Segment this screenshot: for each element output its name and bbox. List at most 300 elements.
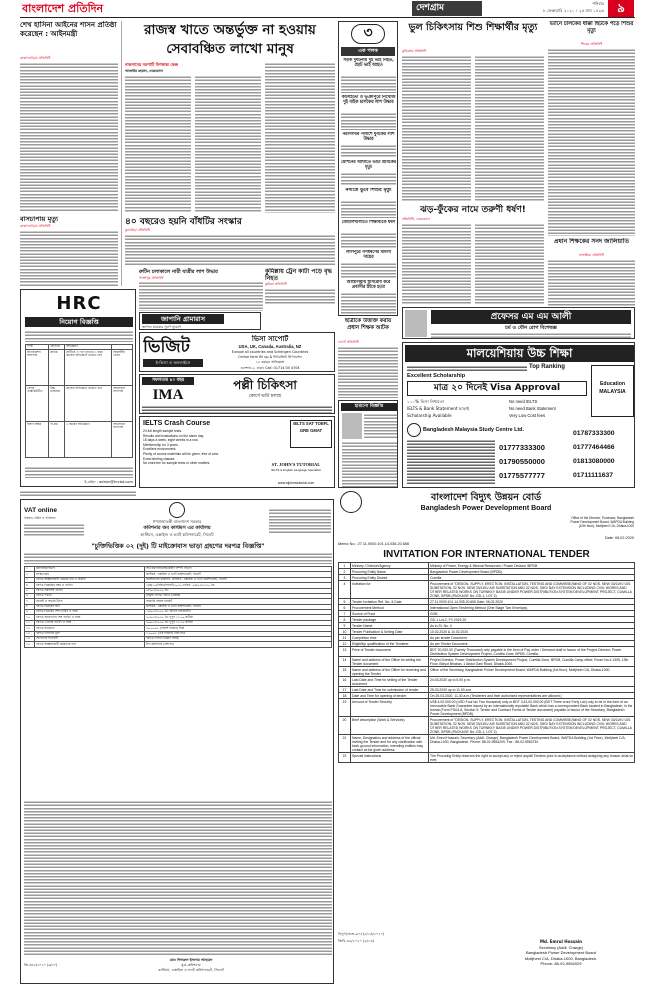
govt-signer-title: যুগ্ম-কমিশনার xyxy=(181,963,201,967)
visa-subtitle: ই-ভিসা ও অনলাইনে xyxy=(143,359,203,367)
hrc-table xyxy=(25,344,133,464)
bpdb-row-label: Price of Tender document xyxy=(351,647,429,657)
malaysia-phone-right-2[interactable]: 01777464466 xyxy=(573,444,615,451)
govt-table-extra xyxy=(24,800,332,956)
visa-line2: Europe all countries and Schengen Countries xyxy=(231,350,309,354)
left-story-headline: শেখ হাসিনা আইনের শাসন প্রতিষ্ঠা করেছেন : আইনমন্ত্রী xyxy=(20,21,117,38)
bpdb-row xyxy=(339,699,635,717)
newspaper-logo: বাংলাদেশ প্রতিদিন xyxy=(22,2,104,15)
govt-row-number: ১১ xyxy=(25,620,35,625)
govt-row xyxy=(25,642,332,647)
fourty-years-body xyxy=(125,234,335,266)
bpdb-row-number: 15 xyxy=(339,667,351,677)
ek-polok-body-3 xyxy=(341,144,396,158)
govt-row-number: ১ xyxy=(25,567,35,572)
main-story-body-3 xyxy=(265,62,335,213)
bpdb-row-value: On 25.03.2020, 11.30 a.m.(Tenderers and their authorized representatives are allowed.) xyxy=(429,693,635,699)
govt-row-value: সরকারি রাজস্ব বাজেট xyxy=(145,599,332,604)
ek-polok-body-6 xyxy=(341,232,396,248)
taxi-story-headline: ঝড়-ফুঁকের নামে তরুণী ধর্ষণ! xyxy=(420,205,526,215)
ek-polok-item-1: সড়ক দুর্ঘটনায় দুই ভাই নিহত, ছোট ভাই আহত xyxy=(343,58,394,69)
govt-tender xyxy=(20,499,334,984)
bpdb-bn-title: বাংলাদেশ বিদ্যুৎ উন্নয়ন বোর্ড xyxy=(430,492,542,503)
main-story-headline: রাজস্ব খাতে অন্তর্ভুক্ত না হওয়ায় সেবাবঞ্চিত লাখো মানুষ xyxy=(144,22,316,57)
masthead-rule xyxy=(20,17,635,18)
govt-row-label: দরপত্র পদ্ধতি xyxy=(35,593,145,598)
taxi-story-body-2 xyxy=(475,223,544,304)
govt-row-number: ৪ xyxy=(25,583,35,588)
bpdb-row-value: As per tender Document xyxy=(429,635,635,641)
malaysia-phones-right xyxy=(573,427,634,485)
hrc-row-3-qual: বি.কম xyxy=(49,422,65,458)
bpdb-row-value: US$ 4,02,000.00 (USD Four lac Two thousand) only or BDT 3,43,00,000.00 (BDT Three crore Forty Lac) only to be in the form of an irrevocable Bank Guarantee issued by an internationally reputable Bank which has a correspondent Bank located in Bangladesh, in the format (Form PG04-8, Section 5: Tender and Contract Forms of Tender document) payable in favour of the Secretary, Bangladesh Power Development (BPDB). xyxy=(429,699,635,717)
section-banner xyxy=(412,1,482,16)
bpdb-memo: Memo No.: 27.11.0000.101.14.036.20.656 xyxy=(338,542,410,546)
bpdb-row-number: 8 xyxy=(339,617,351,623)
bpdb-row-number: 13 xyxy=(339,647,351,657)
bpdb-row-label: Name, Designation and address of the official inviting the Tender and for any clarification with back ground information, intending entities may contact at the given address. xyxy=(351,735,429,753)
brahman-story-headline: বাসচাপায় মৃত্যু xyxy=(20,215,58,223)
hrc-below-notice xyxy=(20,490,136,496)
doctor-story-body-2 xyxy=(475,55,544,201)
bpdb-row-number: 20 xyxy=(339,717,351,735)
bpdb-row-value: International Open Tendering Method (One Stage Two Envelops) xyxy=(429,605,635,611)
bpdb-logo xyxy=(340,491,362,513)
bpdb-row-label: Tender Publication & Selling Date xyxy=(351,629,429,635)
govt-row-label: দরপত্র বিক্রয়ের শেষ তারিখ ও সময় xyxy=(35,610,145,615)
ielts-list xyxy=(143,429,255,487)
vat-logo-sub: নিবন্ধন, রিটার্ন ও পরিশোধ xyxy=(24,516,56,520)
malaysia-title: মালয়েশিয়ায় উচ্চ শিক্ষা xyxy=(405,345,634,362)
fire-story-headline: কুমিল্লায় ট্রেন কাটা পড়ে বৃদ্ধ নিহত xyxy=(265,268,332,282)
palli-brand: IMA xyxy=(152,387,184,403)
govt-row-value: কমিশনারের কার্যালয়, কাস্টমস, এক্সাইজ ও ভ্যাট কমিশনারেট, সিলেট xyxy=(145,577,332,582)
professor-details xyxy=(431,332,631,338)
hrc-header-post: পদবী xyxy=(26,345,49,350)
bpdb-row-label: Eligibility/ qualification of the Tenderer xyxy=(351,641,429,647)
visa-heading: ভিসা সাপোর্ট xyxy=(251,335,289,343)
right-story-sub-byline: সাতক্ষীরা প্রতিনিধি xyxy=(578,253,605,257)
ielts-item-6: Plenty of course materials will be given, free of cost. xyxy=(143,451,219,456)
bpdb-row-value: Project Director, Power Distribution System Development Project, Cumilla Zone, BPDB, Cumilla Camp office: Room No.# 1305, 13th Floor, Bidyut Bhaban, 1 Abdul Gani Road, Dhaka-1000. xyxy=(429,657,635,667)
govt-org-1: গণপ্রজাতন্ত্রী বাংলাদেশ সরকার xyxy=(152,519,202,524)
taxi-story xyxy=(402,204,544,304)
bpdb-row-number: 9 xyxy=(339,623,351,629)
bpdb-row xyxy=(339,667,635,677)
headteacher-headline: ছাত্রীকে উত্ত্যক্ত করায় প্রধান শিক্ষক আটক xyxy=(344,318,392,331)
taxi-story-body-1 xyxy=(402,223,471,304)
japan-ad xyxy=(139,312,261,330)
bpdb-row-number: 4 xyxy=(339,581,351,599)
govt-row-value: দরপত্র দলিলে উল্লেখ আছে xyxy=(145,636,332,641)
hrc-row-2-qual: উচ্চ মাধ্যমিক xyxy=(49,386,65,422)
malaysia-ranking: Top Ranking xyxy=(529,364,565,370)
ek-polok-item-4: মেশিনের আঘাতে ভাটা শ্রমিকের মৃত্যু xyxy=(341,160,396,171)
phone-ad-body-2 xyxy=(342,441,397,487)
bpdb-row-label: Source of Fund xyxy=(351,611,429,617)
bpdb-signer-addr: Motijheel C/A, Dhaka-1000, Bangladesh. xyxy=(524,955,598,961)
govt-row-label: দরপত্র বিক্রয়ের স্থান xyxy=(35,604,145,609)
fire-story xyxy=(265,268,335,304)
phone-ad-photo xyxy=(342,413,362,439)
ek-polok-body-7 xyxy=(341,262,396,278)
malaysia-phone-3[interactable]: 01775577777 xyxy=(499,471,545,480)
malaysia-phone-1[interactable]: 01777333300 xyxy=(499,443,545,452)
malaysia-side-points xyxy=(509,398,589,420)
bpdb-signer-org: Bangladesh Power Development Board xyxy=(525,950,597,956)
right-story-sub-body xyxy=(548,259,635,306)
malaysia-logo xyxy=(407,423,421,437)
hrc-logo: HRC xyxy=(56,293,102,314)
bpdb-row-value: As per Tender Document. xyxy=(429,641,635,647)
visa-ad xyxy=(139,332,335,372)
fourty-years-byline: কুলাউড়া প্রতিনিধি xyxy=(125,228,150,232)
govt-row-label: দরপত্র বিজ্ঞপ্তির নম্বর ও তারিখ xyxy=(35,583,145,588)
missing-story-byline: গাজীপুর প্রতিনিধি xyxy=(139,276,164,280)
missing-story-headline: রুটিন চলাকালে নারী যাত্রীর লাশ উদ্ধার xyxy=(139,269,218,275)
malaysia-point-3: Scholarship Available xyxy=(407,413,452,418)
doctor-story-headline: ভুল চিকিৎসায় শিশু শিক্ষার্থীর মৃত্যু xyxy=(408,22,538,33)
govt-row-label: সংস্থা/দপ্তর xyxy=(35,572,145,577)
govt-row-value: কাস্টমস, এক্সাইজ ও ভ্যাট কমিশনারেট, সিলেট xyxy=(145,604,332,609)
visa-address: গুলশান-২, ঢাকা। Call: 01714 04 4704 xyxy=(240,366,300,370)
bpdb-row-label: Brief description (Work & Services) xyxy=(351,717,429,735)
brahman-story-body xyxy=(20,230,118,286)
malaysia-phones xyxy=(499,441,563,485)
bpdb-date: Date: 06.02.2020 xyxy=(604,536,634,540)
column-divider xyxy=(121,21,122,286)
ielts-website[interactable]: www.stjohnstutorial.com xyxy=(277,481,315,485)
ielts-tutorial-sub: IELTS & English Language Specialist xyxy=(271,468,321,472)
hrc-row-3-salary: আলোচনা সাপেক্ষে xyxy=(112,422,133,458)
bpdb-footer-left2: জিবি-৪৯/২০২০ (৯/১৩) xyxy=(338,939,374,943)
bpdb-row-label: Procuring Entity District xyxy=(351,575,429,581)
govt-row-label: দরপত্র দলিলের মূল্য xyxy=(35,631,145,636)
professor-ad xyxy=(402,307,635,339)
malaysia-phone-right-1[interactable]: 01787333300 xyxy=(573,430,615,437)
ek-polok-body-5 xyxy=(341,200,396,218)
govt-row-number: ৮ xyxy=(25,604,35,609)
bpdb-row-label: Tender Name xyxy=(351,623,429,629)
right-story xyxy=(548,21,635,306)
fire-story-body xyxy=(265,288,335,304)
govt-row-value: অর্থ মন্ত্রণালয়/অভ্যন্তরীণ সম্পদ বিভাগ xyxy=(145,567,332,572)
govt-row-number: ১৫ xyxy=(25,642,35,647)
bpdb-row-value: The Procuring Entity reserves the right to accept any or reject any/all Tenders prior to acceptance without assigning any reason what so ever. xyxy=(430,753,633,762)
bpdb-row-number: 7 xyxy=(339,611,351,617)
bpdb-row-label: Name and address of the Office for receiving and opening the Tender xyxy=(351,667,429,677)
hrc-row-1-exp: প্রার্থীকে এ পদে ন্যূনতম ৩ বছর কাজের অভিজ্ঞতা থাকতে হবে xyxy=(65,350,112,386)
ek-polok-label: এক পলক xyxy=(341,47,395,56)
ek-polok-item-3: নরসিংদীর পলাশে যুবকের লাশ উদ্ধার xyxy=(342,132,395,143)
govt-row-value: ২/ক(১০)বিবিধ/সিলেট/২০২০ তারিখ: ০৬/০২/২০২০ খ্রি: xyxy=(145,583,332,588)
ek-polok-body-8 xyxy=(341,292,396,314)
bpdb-row-label: Procuring Entity Name xyxy=(351,569,429,575)
bpdb-row-label: Completion time xyxy=(351,635,429,641)
bpdb-row-label: Last Date and Time for selling of the Tender document xyxy=(351,677,429,687)
govt-row-label: দরপত্র জামানত xyxy=(35,626,145,631)
bpdb-row-label: Procurement Method xyxy=(351,605,429,611)
bpdb-table-wrap xyxy=(338,562,635,928)
masthead xyxy=(0,0,650,17)
vat-logo: VAT online xyxy=(24,507,57,514)
hrc-row-3-exp: ২ বছরের অভিজ্ঞতা xyxy=(65,422,112,458)
bpdb-row-number: 14 xyxy=(339,657,351,667)
hrc-notes xyxy=(25,466,133,478)
ek-polok-body-4 xyxy=(341,172,396,186)
bpdb-office: Office of the Director, Purchase, Bangladesh Power Development Board, WAPDA Building (10th floor), Motijheel C/A, Dhaka-1000 xyxy=(570,516,634,528)
ek-polok-box xyxy=(338,21,398,316)
bpdb-row xyxy=(339,753,635,763)
malaysia-phone-right-4[interactable]: 01711111637 xyxy=(573,472,614,479)
right-story-sub-headline: প্রধান শিক্ষকের সনদ জালিয়াতি xyxy=(554,238,629,245)
ek-polok-item-2: কালিহাতী ও ভূঞাপুরে নিখোঁজ দুই বাইক চালকের লাশ উদ্ধার xyxy=(341,95,396,106)
bpdb-row-value: BDT 20,000.00 (Twenty Thousand) only payable in the form of Pay order / Demand draft in favour of the Project Director, Power Distribution System Development Project, Cumilla Zone, BPDB, Cumilla. xyxy=(429,647,635,657)
malaysia-excellent: Excellent Scholarship xyxy=(407,373,466,379)
bpdb-row-number: 19 xyxy=(339,699,351,717)
malaysia-visa: মাত্র ২০ দিনেই Visa Approval xyxy=(407,381,587,396)
palli-details xyxy=(142,405,332,413)
fire-story-byline: কুমিল্লা প্রতিনিধি xyxy=(265,282,287,286)
govt-row-number: ১৩ xyxy=(25,631,35,636)
bpdb-row-number: 5 xyxy=(339,599,351,605)
ek-polok-body-1 xyxy=(341,75,396,93)
malaysia-phone-2[interactable]: 01790550000 xyxy=(499,457,545,466)
bpdb-row-number: 12 xyxy=(339,641,351,647)
govt-row-number: ২ xyxy=(25,572,35,577)
bpdb-tender xyxy=(338,491,635,984)
govt-row-number: ৬ xyxy=(25,593,35,598)
bpdb-row-label: Last Date and Time for submission of tender xyxy=(351,687,429,693)
phone-ad-title: হারানো বিজ্ঞপ্তি xyxy=(341,403,397,411)
page-number: ৯ xyxy=(608,0,634,17)
ielts-item-2: Results and evaluations on the same day. xyxy=(143,433,204,438)
right-story-byline: শিবচর প্রতিনিধি xyxy=(580,42,603,46)
bpdb-en-title: Bangladesh Power Development Board xyxy=(420,505,552,512)
govt-row-label: দরপত্র খোলার তারিখ ও সময় xyxy=(35,620,145,625)
govt-row-value: ২০/০২/২০২০ খ্রি: দুপুর ১২.০০ ঘটিকা xyxy=(145,615,332,620)
bpdb-row xyxy=(339,717,635,735)
malaysia-point-1: ১০০% ভিসা নিশ্চয়তা xyxy=(407,399,444,404)
malaysia-intro xyxy=(407,365,527,371)
bpdb-row xyxy=(339,581,635,599)
bpdb-row-value: 10.02.2020 & 10.02.2020 xyxy=(429,629,635,635)
missing-story xyxy=(139,268,263,312)
govt-org-2: কমিশনার অব কাস্টমস এর কার্যালয় xyxy=(143,526,211,531)
hrc-row-2-exp: কাজের অভিজ্ঞতা থাকতে হবে xyxy=(65,386,112,422)
bpdb-row-number: 17 xyxy=(339,687,351,693)
govt-row-value: উন্মুক্ত দরপত্র পদ্ধতি (OTM) xyxy=(145,593,332,598)
govt-row-number: ৭ xyxy=(25,599,35,604)
headteacher-story xyxy=(338,318,398,398)
govt-row-label: দরপত্র আহ্বানকারী কর্মকর্তার নাম xyxy=(35,642,145,647)
govt-row-value: ১,০০০/- (এক হাজার) টাকা মাত্র xyxy=(145,631,332,636)
visa-line3: Online form fill up & ইন্টারভিউ প্রিপারেশন xyxy=(238,355,302,359)
hrc-header-exp: অভিজ্ঞতা xyxy=(65,345,112,350)
visa-title: ভিজিট xyxy=(143,337,190,357)
bpdb-row-number: 16 xyxy=(339,677,351,687)
govt-row-label: মন্ত্রণালয়/বিভাগ xyxy=(35,567,145,572)
ek-polok-item-5: নদীতে ডুবে শিশুর মৃত্যু xyxy=(345,188,392,193)
right-story-body xyxy=(548,48,635,236)
hrc-row-2-post: সেলস এক্সিকিউটিভ xyxy=(26,386,49,422)
palli-years: সফলতার ৪০ বছর xyxy=(142,377,194,385)
govt-row-number: ১৪ xyxy=(25,636,35,641)
govt-row-number: ১০ xyxy=(25,615,35,620)
bpdb-row-label: Ministry / Division/Agency xyxy=(351,563,429,569)
bpdb-row-value: GD-1 Lot-2, FY-2019-20 xyxy=(429,617,635,623)
ielts-title: IELTS Crash Course xyxy=(143,420,211,427)
bpdb-row-number: 10 xyxy=(339,629,351,635)
bpdb-row-label: Tender Invitation Ref. No. & Date xyxy=(351,599,429,605)
palli-sub: কোর্সে ভর্তি চলছে xyxy=(248,394,282,399)
bpdb-row-label: Invitation for xyxy=(351,581,429,599)
bpdb-row-value: Procurement of "DESIGN, SUPPLY, ERECTION, INSTALLATION, TESTING AND COMMISSIONING OF 02 NOS. NEW 33/11KV GIS SUBSTATION, 02 NOS. NEW 33/11KV AIS SUBSTATION AND 02 NOS. 33KV BAY EXTENSION INCLUDING CIVIL WORKS AND OTHER RELATED WORKS ON TURNKEY BASIS UNDER POWER DISTRIBUTION SYSTEM DEVELOPMENT PROJECT, CUMILLA ZONE, BPDB (PACKAGE No.-GD-1, LOT-2) xyxy=(429,581,635,599)
govt-row-number: ৯ xyxy=(25,610,35,615)
govt-row-label: দরপত্র জমাদানের শেষ তারিখ ও সময় xyxy=(35,615,145,620)
hrc-intro xyxy=(25,330,133,342)
bpdb-row-value: GOB xyxy=(429,611,635,617)
govt-table xyxy=(24,566,332,648)
bpdb-row-number: 3 xyxy=(339,575,351,581)
govt-intro xyxy=(24,552,332,564)
bpdb-signer-phone: Phone: 88-02-9554029 xyxy=(540,961,582,967)
right-story-headline: ভ্যানে চালকের ধাক্কা ছিটকে পড়ে শিশুর মৃত্যু xyxy=(549,21,634,34)
hrc-row-3-post: হিসাব রক্ষক xyxy=(26,422,49,458)
malaysia-phone-right-3[interactable]: 01813080000 xyxy=(573,458,615,465)
ek-polok-item-6: বোয়ালখালীতে শিক্ষার্থীকে ধর্ষণ xyxy=(341,220,396,225)
bpdb-row-number: 18 xyxy=(339,693,351,699)
hrc-ad xyxy=(20,289,136,487)
phone-ad-body xyxy=(364,413,397,439)
hrc-title: নিয়োগ বিজ্ঞপ্তি xyxy=(25,317,133,327)
palli-heading: পল্লী চিকিৎসা xyxy=(233,378,297,392)
malaysia-side-label: Education MALAYSIA xyxy=(591,365,634,417)
bpdb-row xyxy=(339,677,635,687)
malaysia-ad xyxy=(402,342,635,488)
hrc-header-qual: যোগ্যতা xyxy=(49,345,65,350)
ek-polok-number: ৩ xyxy=(351,24,385,44)
bpdb-row xyxy=(339,735,635,753)
missing-story-body xyxy=(139,281,263,311)
visa-contact: ১৫ বছরের অভিজ্ঞতা xyxy=(255,360,285,364)
vat-contacts xyxy=(24,523,84,537)
govt-row-label: যোগ্যতার শর্তাবলী xyxy=(35,636,145,641)
govt-row-label: দরপত্র আহ্বানকারী দপ্তরের নাম ও ঠিকানা xyxy=(35,577,145,582)
left-story-body xyxy=(20,62,118,212)
professor-title: প্রফেসর এম এম আলী xyxy=(431,310,631,324)
ielts-item-7: Extra briefing classes. xyxy=(143,456,176,461)
hrc-email[interactable]: ই-মেইল : admin@hrcbd.com xyxy=(84,480,133,484)
fourty-years-headline: ৪০ বছরেও হয়নি বাঁধটির সংস্কার xyxy=(125,217,242,227)
brahman-story-byline: ব্রাহ্মণবাড়িয়া প্রতিনিধি xyxy=(20,224,51,228)
bpdb-row-value: 25.03.2020 up to 11.00 a.m. xyxy=(429,687,635,693)
govt-signer-org: কাস্টমস, এক্সাইজ ও ভ্যাট কমিশনারেট, সিলেট xyxy=(158,968,224,972)
doctor-story-body-1 xyxy=(402,55,471,201)
bpdb-footer-left: বিদ্যুৎ/ভেজ-৬০৫(৫/১৩/২০২০) xyxy=(338,932,385,936)
bpdb-table xyxy=(338,562,635,763)
ek-polok-item-8: আশুলিয়ায় শ্বাসরোধ করে প্রবাসীর স্ত্রীকে হত্যা xyxy=(346,280,391,291)
hrc-row-1-post: ইনফরমেশন অফিসার xyxy=(26,350,49,386)
bpdb-row-value: 27.11.0000.101.14.035.20.655 Date: 06.02.2020 xyxy=(429,599,635,605)
section-title: দেশগ্রাম xyxy=(416,3,445,13)
bpdb-row-value: Office of the Secretary, Bangladesh Power Development Board, WAPDA Building (1st floor), Motijheel C/A, Dhaka-1000. xyxy=(429,667,635,677)
doctor-story xyxy=(402,21,544,201)
ek-polok-body-2 xyxy=(341,112,396,130)
visa-countries: USA, UK, Canada, Australia, NZ xyxy=(238,344,302,349)
govt-signature xyxy=(131,958,251,982)
malaysia-side-point-3: Very Low Cost fees xyxy=(509,413,546,418)
bpdb-row-number: 21 xyxy=(339,735,351,753)
govt-row-number: ৫ xyxy=(25,588,35,593)
govt-row-value: ৫০,০০০/- (পঞ্চাশ হাজার) টাকা xyxy=(145,626,332,631)
govt-org-3: কাস্টমস, এক্সাইজ ও ভ্যাট কমিশনারেট, সিলেট xyxy=(140,532,214,537)
hrc-row-1-salary: আকর্ষণীয় বেতন xyxy=(112,350,133,386)
bpdb-row-label: Name and address of the Office for selling the Tender document xyxy=(351,657,429,667)
malaysia-side-point-1: No need IELTS xyxy=(509,399,538,404)
left-story-byline: ব্রাহ্মণবাড়িয়া প্রতিনিধি xyxy=(20,56,51,60)
bpdb-row-value: Md. Emrul Hossain, Secretary (Addl. Charge), Bangladesh Power Development Board, WAPDA Building (1st Floor), Motijheel C/A, Dhaka-1000, Bangladesh. Phone: 88-02-9554209, Fax : 88-02-9563730 xyxy=(429,735,635,753)
bpdb-row-value: Cumilla xyxy=(429,575,635,581)
govt-row-value: কাস্টমস, এক্সাইজ ও ভ্যাট কমিশনারেট, সিলেট xyxy=(145,572,332,577)
ielts-ad xyxy=(139,416,335,488)
govt-seal xyxy=(169,502,185,518)
taxi-story-byline: প্রতিনিধি, নেত্রকোনা xyxy=(402,217,430,221)
bpdb-row-value: Bangladesh Power Development Board (BPDB). xyxy=(429,569,635,575)
govt-row-value: ১৯/০২/২০২০ খ্রি: অফিস চলাকালীন xyxy=(145,610,332,615)
ielts-badge: IELTS SAT TOEFL GRE GMAT xyxy=(290,420,332,448)
main-story xyxy=(125,21,335,266)
professor-photo xyxy=(405,310,427,337)
govt-row-label: দরপত্র প্রকাশের তারিখ xyxy=(35,588,145,593)
bpdb-row xyxy=(339,647,635,657)
govt-contacts-right xyxy=(269,508,331,534)
main-story-subhead: নাকসাবের নরপাটি উপস্বাস্থ্য কেন্দ্র xyxy=(125,62,179,67)
japan-title: জাপানি গ্রামারাস xyxy=(142,314,224,324)
bpdb-heading: INVITATION FOR INTERNATIONAL TENDER xyxy=(383,549,590,560)
headteacher-body xyxy=(338,346,398,398)
professor-sub: চর্ম ও যৌন রোগ বিশেষজ্ঞ xyxy=(505,325,557,331)
japan-subtitle: জাপান যাওয়ার সুবর্ণ সুযোগ xyxy=(142,325,181,329)
malaysia-side-point-2: No need Bank Statement xyxy=(509,406,556,411)
ielts-item-1: 24 full length sample tests. xyxy=(143,429,183,433)
bpdb-row-label: Tender package xyxy=(351,617,429,623)
ielts-item-5: Excellent environment. xyxy=(143,447,177,452)
malaysia-address xyxy=(407,439,495,485)
ielts-item-8: No extra fee for sample tests or other matters. xyxy=(143,461,211,466)
govt-row-value: ০৮/০২/২০২০ খ্রি: xyxy=(145,588,332,593)
palli-ad xyxy=(139,374,335,414)
bpdb-row-label: Special instructions xyxy=(351,753,429,763)
govt-footer-left: জি-৩৫৫/২০২০ (৬/২০) xyxy=(24,963,58,967)
date-full: ৮ ফেব্রুয়ারি ২০২০ । ২৫ মাঘ ১৪২৬ xyxy=(543,8,604,13)
ek-polok-item-7: লালপুরে গণধর্ষণের মামলা দায়ের xyxy=(346,250,391,261)
bpdb-row xyxy=(339,657,635,667)
date-line: শনিবার xyxy=(592,1,604,6)
left-story xyxy=(20,21,118,286)
doctor-story-byline: কুড়িগ্রাম প্রতিনিধি xyxy=(402,49,427,53)
govt-row-value: উপ-কমিশনার (প্রশাসন) xyxy=(145,642,332,647)
main-story-body-2 xyxy=(195,75,261,213)
bpdb-row-value: 24.03.2020 up to 5.00 p.m. xyxy=(429,677,635,687)
bpdb-row-number: 22 xyxy=(339,753,351,763)
main-story-byline: আতাউর রহমান, নেত্রকোনা xyxy=(125,69,163,73)
bpdb-signature-block xyxy=(488,939,634,983)
malaysia-points xyxy=(407,398,507,420)
govt-signer: মোঃ দিদারুল ইসলাম আহমেদ xyxy=(169,958,213,962)
ek-polok-list xyxy=(341,58,396,314)
bpdb-row-number: 11 xyxy=(339,635,351,641)
